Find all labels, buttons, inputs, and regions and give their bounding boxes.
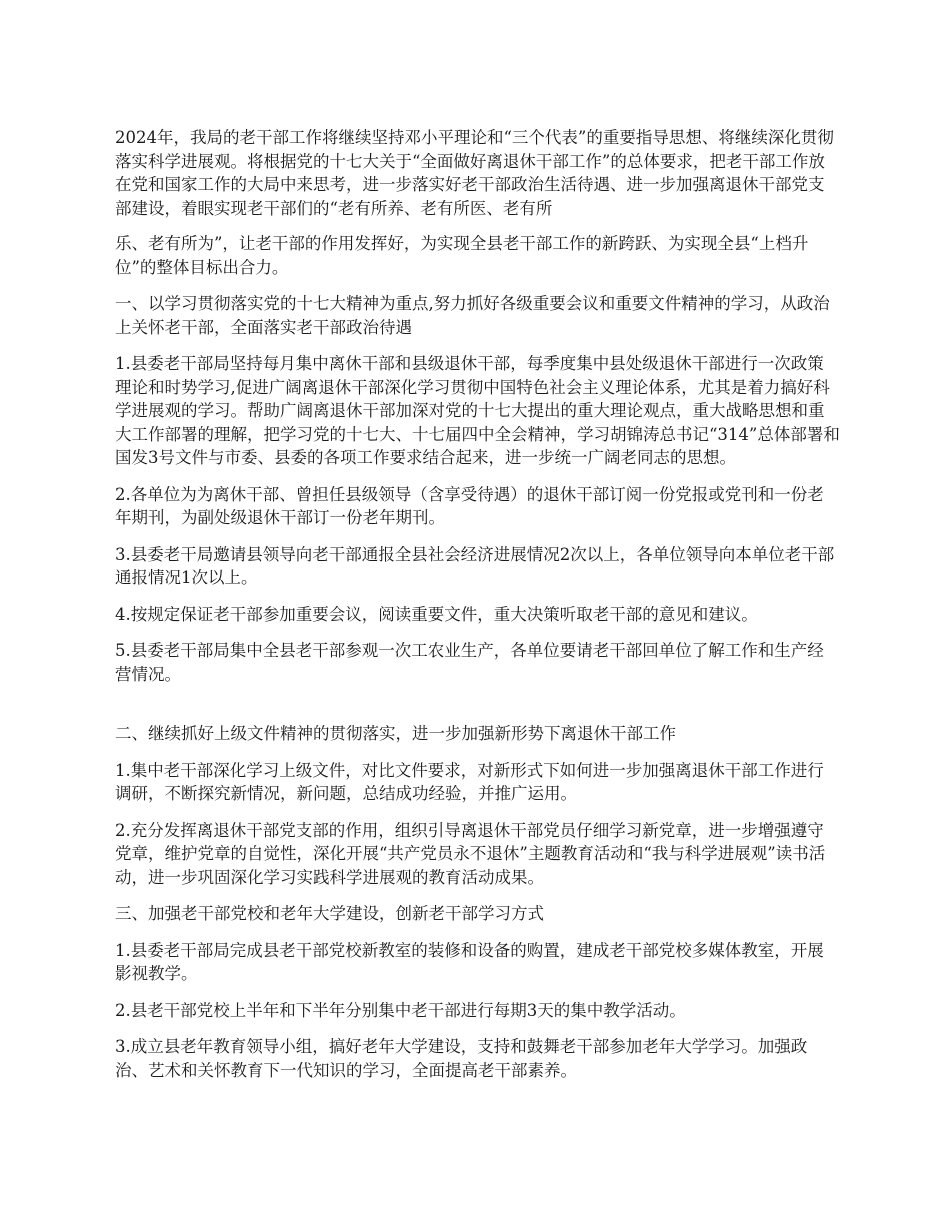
section-3-item: 3.成立县老年教育领导小组，搞好老年大学建设，支持和鼓舞老干部参加老年大学学习。加强政治、艺术和关怀教育下一代知识的学习，全面提高老干部素养。 [115,1037,808,1080]
section-3-item: 1.县委老干部局完成县老干部党校新教室的装修和设备的购置，建成老干部党校多媒体教室，开展影视教学。 [115,940,824,983]
section-3-item: 2.县老干部党校上半年和下半年分别集中老干部进行每期3天的集中教学活动。 [115,1000,686,1020]
section-2-heading: 二、继续抓好上级文件精神的贯彻落实，进一步加强新形势下离退休干部工作 [115,724,676,743]
section-1-item: 5.县委老干部局集中全县老干部参观一次工农业生产，各单位要请老干部回单位了解工作和生产经营情况。 [115,641,824,684]
intro-paragraph: 2024年，我局的老干部工作将继续坚持邓小平理论和“三个代表”的重要指导思想、将继续深化贯彻落实科学进展观。将根据党的十七大关于“全面做好离退休干部工作”的总体要求，把老干部工作放在党和国家工作的大局中来思考，进一步落实好老干部政治生活待遇、进一步加强离退休干部党支部建设，着眼实现老干部们的“老有所养、老有所医、老有所 [115,128,834,218]
section-3-heading: 三、加强老干部党校和老年大学建设，创新老干部学习方式 [115,904,544,923]
section-1-heading: 一、以学习贯彻落实党的十七大精神为重点,努力抓好各级重要会议和重要文件精神的学习，从政治上关怀老干部，全面落实老干部政治待遇 [115,294,830,337]
intro-paragraph-continued: 乐、老有所为”，让老干部的作用发挥好，为实现全县老干部工作的新跨跃、为实现全县“上档升位”的整体目标出合力。 [115,234,809,277]
section-1-item: 2.各单位为为离休干部、曾担任县级领导（含享受待遇）的退休干部订阅一份党报或党刊和一份老年期刊，为副处级退休干部订一份老年期刊。 [115,484,824,527]
section-1-item: 1.县委老干部局坚持每月集中离休干部和县级退休干部，每季度集中县处级退休干部进行一次政策理论和时势学习,促进广阔离退休干部深化学习贯彻中国特色社会主义理论体系，尤其是着力搞好科学进展观的学习。帮助广阔离退休干部加深对党的十七大提出的重大理论观点，重大战略思想和重大工作部署的理解，把学习党的十七大、十七届四中全会精神，学习胡锦涛总书记“314”总体部署和国发3号文件与市委、县委的各项工作要求结合起来，进一步统一广阔老同志的思想。 [115,354,840,467]
section-2-item: 2.充分发挥离退休干部党支部的作用，组织引导离退休干部党员仔细学习新党章，进一步增强遵守党章，维护党章的自觉性，深化开展“共产党员永不退休”主题教育活动和“我与科学进展观”读书活动，进一步巩固深化学习实践科学进展观的教育活动成果。 [115,820,826,887]
section-1-item: 4.按规定保证老干部参加重要会议，阅读重要文件，重大决策听取老干部的意见和建议。 [115,604,758,624]
section-2-item: 1.集中老干部深化学习上级文件，对比文件要求，对新形式下如何进一步加强离退休干部工作进行调研，不断探究新情况，新问题，总结成功经验，并推广运用。 [115,760,824,803]
document-body [115,126,840,1095]
section-1-item: 3.县委老干局邀请县领导向老干部通报全县社会经济进展情况2次以上，各单位领导向本单位老干部通报情况1次以上。 [115,544,835,587]
